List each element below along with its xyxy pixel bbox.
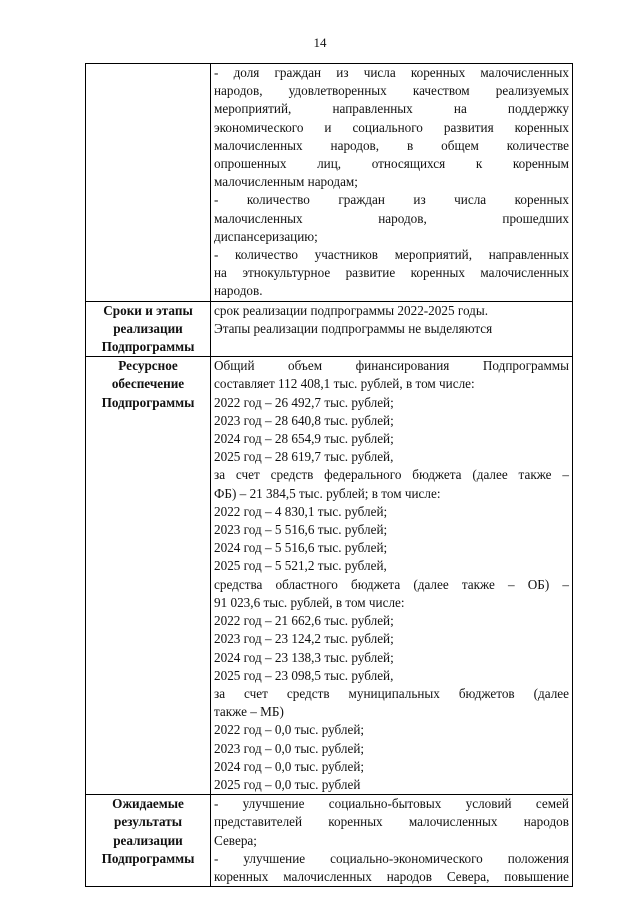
content-line: 2022 год – 0,0 тыс. рублей; — [214, 722, 365, 738]
content-line: Этапы реализации подпрограммы не выделяются — [214, 320, 493, 336]
content-line: 2025 год – 0,0 тыс. рублей — [214, 776, 361, 792]
content-line: Общий объем финансирования Подпрограммы — [214, 358, 569, 374]
row-label-line: Подпрограммы — [101, 394, 195, 410]
row-label-line: Ожидаемые — [112, 796, 184, 812]
table-row-resource-provision — [86, 357, 573, 795]
page-number: 14 — [313, 35, 327, 50]
content-line: - улучшение социально-бытовых условий семей — [214, 796, 569, 812]
row-label-cell — [86, 357, 211, 795]
table-row-indicators — [86, 64, 573, 302]
content-line: срок реализации подпрограммы 2022-2025 годы. — [214, 302, 489, 318]
row-content-cell — [211, 64, 573, 302]
content-line: малочисленных народов, прошедших — [214, 210, 569, 226]
content-line: ФБ) – 21 384,5 тыс. рублей; в том числе: — [214, 485, 441, 501]
row-label-line: Ресурсное — [118, 358, 178, 374]
content-line: 2024 год – 28 654,9 тыс. рублей; — [214, 431, 394, 447]
passport-table — [85, 63, 573, 887]
content-line: 2024 год – 23 138,3 тыс. рублей; — [214, 649, 394, 665]
content-line: народов. — [214, 283, 263, 299]
content-line: 91 023,6 тыс. рублей, в том числе: — [214, 594, 405, 610]
content-line: 2023 год – 0,0 тыс. рублей; — [214, 740, 365, 756]
row-content-cell — [211, 357, 573, 795]
content-line: также – МБ) — [214, 704, 284, 720]
row-label-line: результаты — [113, 814, 182, 830]
content-line: диспансеризацию; — [214, 228, 318, 244]
content-line: - улучшение социально-экономического положения — [214, 850, 569, 866]
content-line: коренных малочисленных народов Севера, повышение — [214, 868, 569, 884]
table-row-expected-results — [86, 795, 573, 887]
content-line: 2024 год – 5 516,6 тыс. рублей; — [214, 540, 388, 556]
row-content-cell — [211, 301, 573, 357]
content-line: 2023 год – 28 640,8 тыс. рублей; — [214, 412, 394, 428]
content-line: - количество участников мероприятий, направленных — [214, 247, 569, 263]
table-row-terms-and-stages — [86, 301, 573, 357]
content-line: 2023 год – 23 124,2 тыс. рублей; — [214, 631, 394, 647]
content-line: Севера; — [214, 832, 257, 848]
row-content-cell — [211, 795, 573, 887]
content-line: - доля граждан из числа коренных малочисленных — [214, 65, 569, 80]
content-line: средства областного бюджета (далее также – ОБ) – — [214, 576, 569, 592]
content-line: на этнокультурное развитие коренных малочисленных — [214, 265, 569, 281]
row-label-cell — [86, 64, 211, 302]
row-label-line: реализации — [113, 832, 183, 848]
content-line: 2023 год – 5 516,6 тыс. рублей; — [214, 522, 388, 538]
content-line: за счет средств федерального бюджета (далее также – — [214, 467, 569, 483]
row-label-cell — [86, 795, 211, 887]
content-line: опрошенных лиц, относящихся к коренным — [214, 156, 569, 172]
content-line: 2025 год – 28 619,7 тыс. рублей, — [214, 449, 394, 465]
row-label-line: Подпрограммы — [101, 850, 195, 866]
content-line: малочисленных народов, в общем количестве — [214, 137, 569, 153]
content-line: 2022 год – 21 662,6 тыс. рублей; — [214, 613, 394, 629]
row-label-line: реализации — [113, 320, 183, 336]
row-label-line: Сроки и этапы — [103, 302, 193, 318]
content-line: 2025 год – 23 098,5 тыс. рублей, — [214, 667, 394, 683]
content-line: представителей коренных малочисленных народов — [214, 814, 569, 830]
content-line: за счет средств муниципальных бюджетов (далее — [214, 685, 569, 701]
passport-table-body — [86, 64, 573, 887]
content-line: народов, удовлетворенных качеством реализуемых — [214, 83, 569, 99]
content-line: составляет 112 408,1 тыс. рублей, в том числе: — [214, 376, 475, 392]
content-line: 2024 год – 0,0 тыс. рублей; — [214, 758, 365, 774]
content-line: 2025 год – 5 521,2 тыс. рублей, — [214, 558, 387, 574]
content-line: мероприятий, направленных на поддержку — [214, 101, 569, 117]
row-label-line: Подпрограммы — [101, 339, 195, 355]
row-label-line: обеспечение — [111, 376, 185, 392]
content-line: экономического и социального развития коренных — [214, 119, 569, 135]
row-label-cell — [86, 301, 211, 357]
content-line: 2022 год – 26 492,7 тыс. рублей; — [214, 394, 394, 410]
content-line: малочисленным народам; — [214, 174, 358, 190]
content-line: - количество граждан из числа коренных — [214, 192, 569, 208]
content-line: 2022 год – 4 830,1 тыс. рублей; — [214, 503, 388, 519]
